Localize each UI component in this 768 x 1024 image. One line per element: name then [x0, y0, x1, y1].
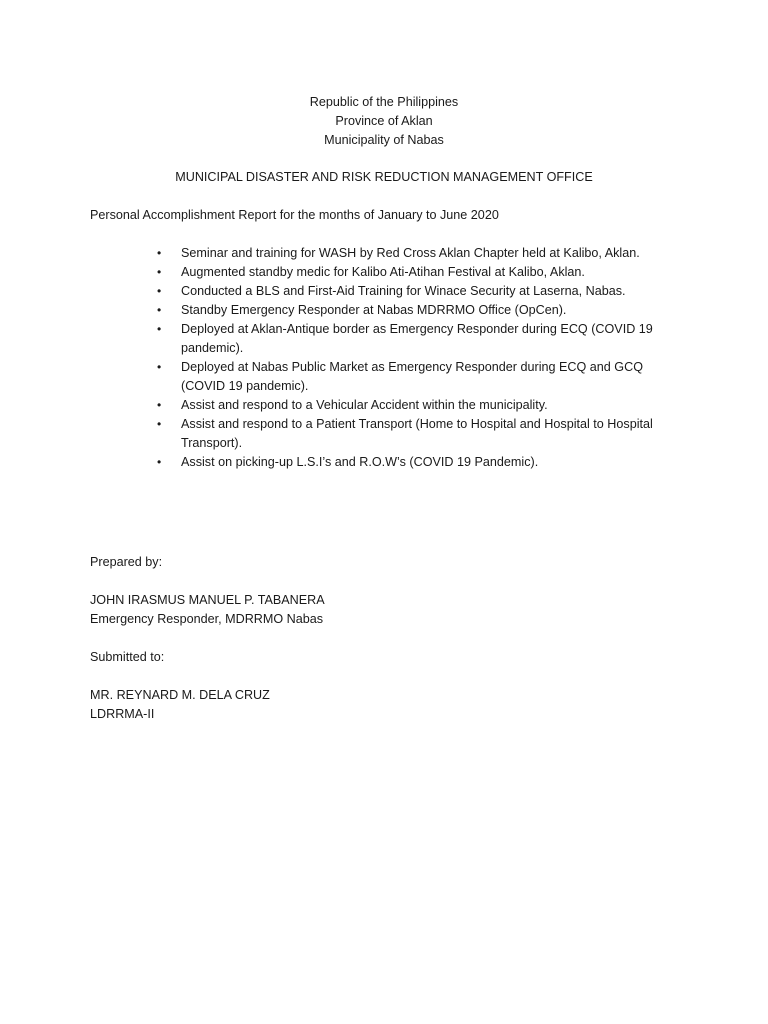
letterhead — [0, 93, 768, 150]
prepared-label: Prepared by: — [90, 555, 163, 569]
bullet-icon: • — [157, 455, 162, 469]
list-item-text: Conducted a BLS and First-Aid Training for Winace Security at Laserna, Nabas. — [181, 284, 626, 298]
list-item-text: Deployed at Nabas Public Market as Emergency Responder during ECQ and GCQ (COVID 19 pandemic). — [181, 360, 643, 393]
list-item — [157, 320, 681, 358]
bullet-icon: • — [157, 246, 162, 260]
bullet-icon: • — [157, 303, 162, 317]
list-item-text: Seminar and training for WASH by Red Cross Aklan Chapter held at Kalibo, Aklan. — [181, 246, 640, 260]
preparer-signature-block — [90, 591, 325, 629]
list-item — [157, 244, 681, 263]
submitted-label: Submitted to: — [90, 650, 165, 664]
accomplishment-list — [157, 244, 681, 472]
list-item-text: Deployed at Aklan-Antique border as Emergency Responder during ECQ (COVID 19 pandemic). — [181, 322, 653, 355]
list-item — [157, 282, 681, 301]
list-item — [157, 301, 681, 320]
list-item-text: Assist and respond to a Vehicular Accident within the municipality. — [181, 398, 548, 412]
list-item — [157, 358, 681, 396]
preparer-position: Emergency Responder, MDRRMO Nabas — [90, 612, 324, 626]
report-title: Personal Accomplishment Report for the months of January to June 2020 — [90, 208, 499, 222]
recipient-position: LDRRMA-II — [90, 707, 155, 721]
preparer-name: JOHN IRASMUS MANUEL P. TABANERA — [90, 593, 325, 607]
office-name: MUNICIPAL DISASTER AND RISK REDUCTION MANAGEMENT OFFICE — [175, 170, 593, 184]
header-country: Republic of the Philippines — [309, 95, 459, 109]
list-item — [157, 415, 681, 453]
bullet-icon: • — [157, 398, 162, 412]
bullet-icon: • — [157, 417, 162, 431]
list-item — [157, 396, 681, 415]
list-item-text: Assist and respond to a Patient Transport (Home to Hospital and Hospital to Hospital Transport). — [181, 417, 653, 450]
recipient-signature-block — [90, 686, 270, 724]
bullet-icon: • — [157, 360, 162, 374]
bullet-icon: • — [157, 265, 162, 279]
recipient-name: MR. REYNARD M. DELA CRUZ — [90, 688, 270, 702]
list-item — [157, 263, 681, 282]
list-item-text: Standby Emergency Responder at Nabas MDRRMO Office (OpCen). — [181, 303, 567, 317]
list-item — [157, 453, 681, 472]
list-item-text: Augmented standby medic for Kalibo Ati-Atihan Festival at Kalibo, Aklan. — [181, 265, 585, 279]
bullet-icon: • — [157, 322, 162, 336]
header-province: Province of Aklan — [335, 114, 433, 128]
list-item-text: Assist on picking-up L.S.I’s and R.O.W’s (COVID 19 Pandemic). — [181, 455, 539, 469]
bullet-icon: • — [157, 284, 162, 298]
header-municipality: Municipality of Nabas — [324, 133, 444, 147]
